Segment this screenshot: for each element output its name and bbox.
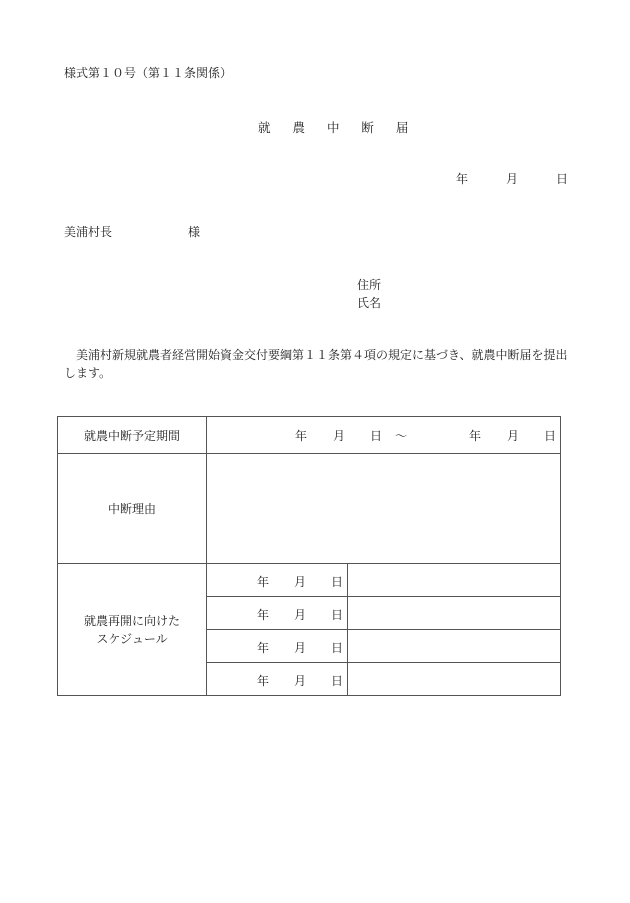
schedule-day: 日 xyxy=(331,674,344,688)
period-label: 就農中断予定期間 xyxy=(58,417,207,454)
date-day-label: 日 xyxy=(556,172,569,186)
schedule-day: 日 xyxy=(331,608,344,622)
schedule-year: 年 xyxy=(257,674,270,688)
period-end-year: 年 xyxy=(469,429,482,443)
period-start-month: 月 xyxy=(333,429,346,443)
schedule-label xyxy=(58,564,207,696)
schedule-year: 年 xyxy=(257,641,270,655)
schedule-label-line1: 就農再開に向けた xyxy=(83,613,180,628)
schedule-month: 月 xyxy=(294,641,307,655)
schedule-date-field[interactable] xyxy=(207,663,348,696)
period-start-year: 年 xyxy=(295,429,308,443)
schedule-row xyxy=(58,564,561,597)
document-title: 就 農 中 断 届 xyxy=(258,120,418,135)
schedule-content-field[interactable] xyxy=(348,663,561,696)
form-number: 様式第１０号（第１１条関係） xyxy=(64,66,233,80)
honorific: 様 xyxy=(188,225,201,239)
schedule-day: 日 xyxy=(331,641,344,655)
schedule-content-field[interactable] xyxy=(348,564,561,597)
schedule-content-field[interactable] xyxy=(348,597,561,630)
schedule-content-field[interactable] xyxy=(348,630,561,663)
schedule-date-field[interactable] xyxy=(207,597,348,630)
reason-field[interactable] xyxy=(207,454,561,564)
schedule-label-line2: スケジュール xyxy=(96,631,168,646)
reason-row xyxy=(58,454,561,564)
address-label: 住所 xyxy=(357,278,382,292)
schedule-day: 日 xyxy=(331,575,344,589)
period-row xyxy=(58,417,561,454)
schedule-year: 年 xyxy=(257,608,270,622)
schedule-year: 年 xyxy=(257,575,270,589)
schedule-month: 月 xyxy=(294,674,307,688)
period-start-day: 日 xyxy=(370,429,383,443)
schedule-date-field[interactable] xyxy=(207,564,348,597)
addressee: 美浦村長 xyxy=(64,225,113,239)
schedule-month: 月 xyxy=(294,575,307,589)
period-field[interactable] xyxy=(207,417,561,454)
reason-label: 中断理由 xyxy=(58,454,207,564)
schedule-month: 月 xyxy=(294,608,307,622)
period-end-day: 日 xyxy=(544,429,557,443)
period-end-month: 月 xyxy=(507,429,520,443)
suspension-form-table xyxy=(57,416,561,696)
name-label: 氏名 xyxy=(357,296,382,310)
period-tilde: ～ xyxy=(395,429,408,443)
schedule-date-field[interactable] xyxy=(207,630,348,663)
date-month-label: 月 xyxy=(506,172,519,186)
date-year-label: 年 xyxy=(456,172,469,186)
body-text: 美浦村新規就農者経営開始資金交付要綱第１１条第４項の規定に基づき、就農中断届を提出します。 xyxy=(64,348,568,380)
